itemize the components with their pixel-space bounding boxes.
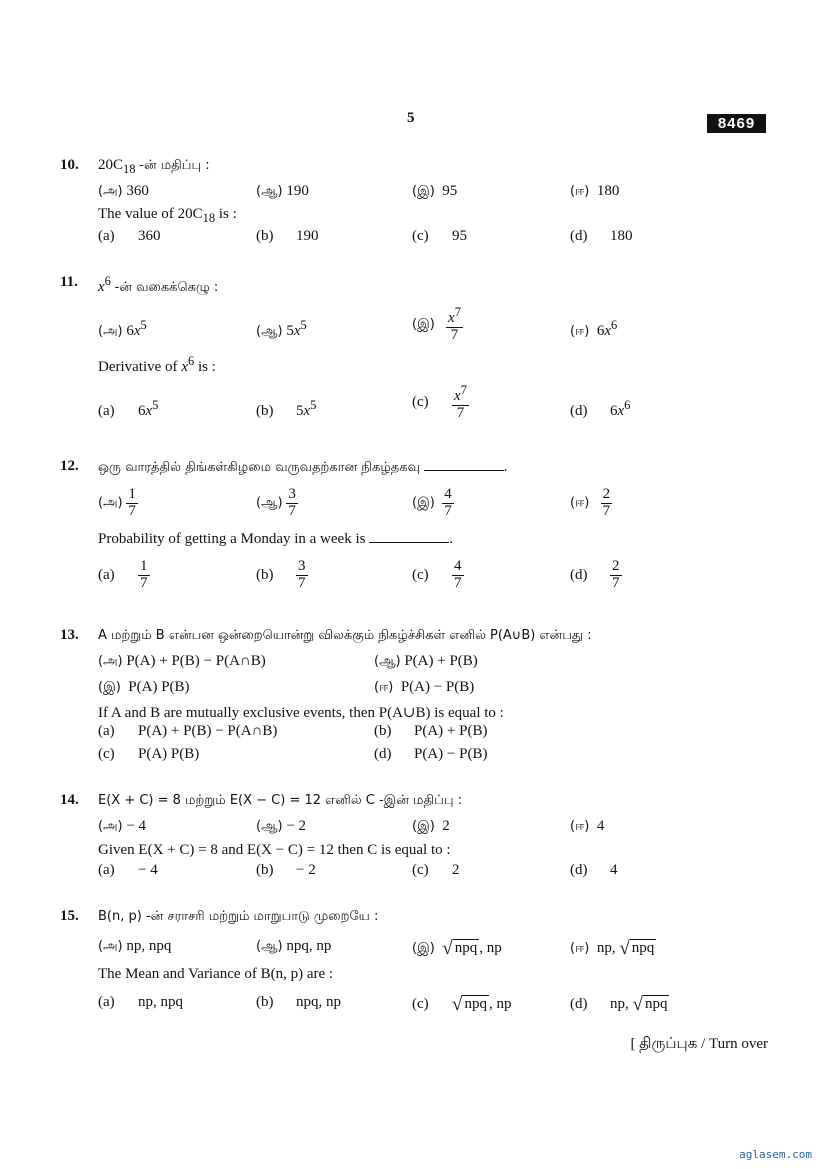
q13-english-option-d: (d) P(A) − P(B)	[374, 746, 488, 762]
question-number: 15.	[60, 908, 79, 924]
q13-tamil: A மற்றும் B என்பன ஒன்றையொன்று விலக்கும் நிகழ்ச்சிகள் எனில் P(A∪B) என்பது :	[98, 628, 592, 643]
q15-tamil: B(n, p) -ன் சராசரி மற்றும் மாறுபாடு முறையே :	[98, 909, 379, 924]
q14-tamil: E(X + C) = 8 மற்றும் E(X − C) = 12 எனில் C -இன் மதிப்பு :	[98, 793, 463, 808]
question-number: 12.	[60, 458, 79, 474]
q12-tamil-options: (அ) $\frac{1}{7}$ (ஆ) $\frac{3}{7}$ (இ) $\frac{4}{7}$ (ஈ) $\frac{2}{7}$	[98, 486, 611, 519]
q11-tamil: $x^6$ -ன் வகைக்கெழு :	[98, 274, 219, 295]
q13-english-option-a: (a) P(A) + P(B) − P(A∩B)	[98, 723, 278, 739]
question-number: 13.	[60, 627, 79, 643]
q13-tamil-option-b: (ஆ) P(A) + P(B)	[374, 653, 478, 669]
q12-english-options: (a) $\frac{1}{7}$ (b) $\frac{3}{7}$ (c) $\frac{4}{7}$ (d) $\frac{2}{7}$	[98, 558, 620, 591]
q13-tamil-option-a: (அ) P(A) + P(B) − P(A∩B)	[98, 653, 266, 669]
q10-english: The value of $20C_{18}$ is :	[98, 206, 237, 225]
q11-tamil-options: (அ) $6x^5$ (ஆ) $5x^5$ (இ) $\frac{x^7}{7}$ (ஈ) $6x^6$	[98, 305, 618, 343]
paper-code: 8469	[707, 114, 766, 133]
watermark: aglasem.com	[739, 1148, 812, 1161]
q13-english-option-c: (c) P(A) P(B)	[98, 746, 200, 762]
page-number: 5	[407, 110, 415, 126]
q12-english: Probability of getting a Monday in a week is .	[98, 531, 453, 547]
question-number: 10.	[60, 157, 79, 173]
q14-english: Given E(X + C) = 8 and E(X − C) = 12 then C is equal to :	[98, 842, 451, 858]
q13-english: If A and B are mutually exclusive events, then P(A∪B) is equal to :	[98, 705, 504, 721]
q12-tamil: ஒரு வாரத்தில் திங்கள்கிழமை வருவதற்கான நிகழ்தகவு .	[98, 459, 508, 475]
q10-tamil: $20C_{18}$ -ன் மதிப்பு :	[98, 157, 210, 176]
q11-english: Derivative of $x^6$ is :	[98, 354, 216, 375]
q11-english-options: (a) $6x^5$ (b) $5x^5$ (c) $\frac{x^7}{7}$ (d) $6x^6$	[98, 383, 631, 421]
question-number: 11.	[60, 274, 78, 290]
q15-english: The Mean and Variance of B(n, p) are :	[98, 966, 334, 982]
q13-english-option-b: (b) P(A) + P(B)	[374, 723, 488, 739]
q13-tamil-option-c: (இ) P(A) P(B)	[98, 679, 190, 695]
question-number: 14.	[60, 792, 79, 808]
turn-over-note: [ திருப்புக / Turn over	[630, 1036, 768, 1052]
q13-tamil-option-d: (ஈ) P(A) − P(B)	[374, 679, 475, 695]
